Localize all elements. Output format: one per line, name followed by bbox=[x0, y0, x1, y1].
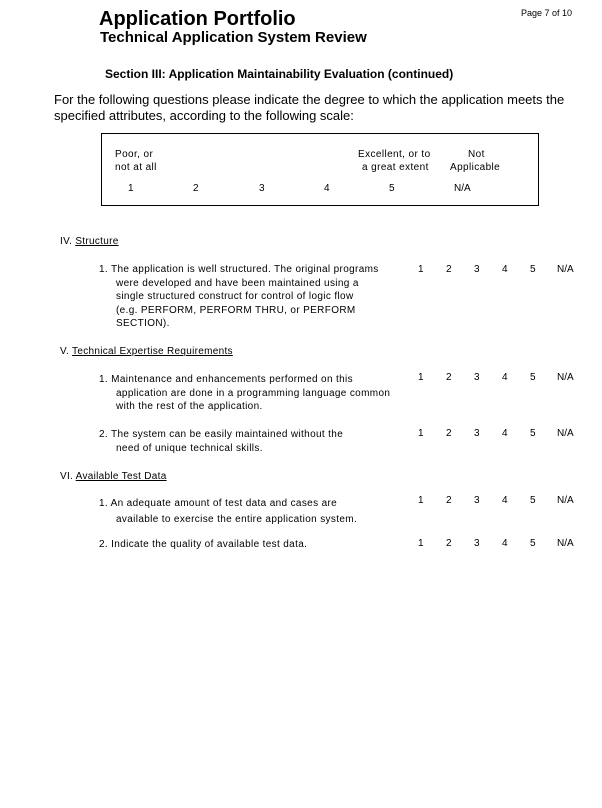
rating-option-5[interactable]: 5 bbox=[530, 372, 536, 383]
scale-value-na: N/A bbox=[454, 183, 471, 194]
rating-option-4[interactable]: 4 bbox=[502, 495, 508, 506]
question-text: 1. Maintenance and enhancements performed on this bbox=[99, 374, 353, 385]
rating-option-3[interactable]: 3 bbox=[474, 372, 480, 383]
section-name: Technical Expertise Requirements bbox=[72, 346, 233, 357]
question-text-cont: with the rest of the application. bbox=[116, 401, 263, 412]
question-text-cont: SECTION). bbox=[116, 318, 170, 329]
scale-value-5: 5 bbox=[389, 183, 395, 194]
rating-option-1[interactable]: 1 bbox=[418, 495, 424, 506]
question-text: 1. An adequate amount of test data and cases are bbox=[99, 498, 338, 509]
section-numeral: IV. bbox=[60, 236, 73, 247]
section-name: Structure bbox=[75, 236, 119, 247]
scale-na-label-1: Not bbox=[468, 149, 485, 160]
section-numeral: V. bbox=[60, 346, 70, 357]
document-subtitle: Technical Application System Review bbox=[100, 29, 367, 46]
question-text-cont: application are done in a programming language common bbox=[116, 387, 391, 399]
rating-option-3[interactable]: 3 bbox=[474, 428, 480, 439]
scale-value-2: 2 bbox=[193, 183, 199, 194]
question-text: 2. The system can be easily maintained without the bbox=[99, 429, 344, 440]
rating-option-na[interactable]: N/A bbox=[557, 495, 574, 506]
question-text-cont: available to exercise the entire application system. bbox=[116, 513, 358, 525]
intro-text: For the following questions please indicate the degree to which the application meets the specified attributes, according to the following scale: bbox=[54, 92, 565, 123]
rating-option-4[interactable]: 4 bbox=[502, 538, 508, 549]
scale-high-label-2: a great extent bbox=[362, 162, 429, 173]
rating-option-4[interactable]: 4 bbox=[502, 264, 508, 275]
page-number: Page 7 of 10 bbox=[521, 8, 573, 18]
section-heading-technical-expertise bbox=[60, 346, 233, 358]
rating-option-2[interactable]: 2 bbox=[446, 538, 452, 549]
scale-na-label-2: Applicable bbox=[450, 162, 501, 173]
rating-option-2[interactable]: 2 bbox=[446, 264, 452, 275]
rating-scale-box bbox=[101, 133, 539, 206]
question-test-data-1 bbox=[99, 497, 357, 526]
scale-value-4: 4 bbox=[324, 183, 330, 194]
rating-option-1[interactable]: 1 bbox=[418, 372, 424, 383]
section-numeral: VI. bbox=[60, 471, 74, 482]
section-heading-test-data bbox=[60, 471, 167, 483]
rating-option-2[interactable]: 2 bbox=[446, 495, 452, 506]
scale-low-label-1: Poor, or bbox=[115, 149, 154, 160]
rating-option-5[interactable]: 5 bbox=[530, 495, 536, 506]
question-text-cont: need of unique technical skills. bbox=[116, 442, 263, 454]
rating-option-na[interactable]: N/A bbox=[557, 264, 574, 275]
question-test-data-2 bbox=[99, 538, 307, 552]
question-expertise-1 bbox=[99, 373, 390, 414]
section-name: Available Test Data bbox=[75, 471, 167, 482]
rating-option-1[interactable]: 1 bbox=[418, 428, 424, 439]
question-text: 2. Indicate the quality of available test data. bbox=[99, 539, 308, 550]
rating-option-4[interactable]: 4 bbox=[502, 428, 508, 439]
rating-option-1[interactable]: 1 bbox=[418, 264, 424, 275]
document-title: Application Portfolio bbox=[99, 8, 296, 30]
scale-low-label-2: not at all bbox=[115, 162, 157, 173]
section-title: Section III: Application Maintainability Evaluation (continued) bbox=[105, 67, 454, 81]
question-text-cont: (e.g. PERFORM, PERFORM THRU, or PERFORM bbox=[116, 304, 356, 316]
rating-option-3[interactable]: 3 bbox=[474, 495, 480, 506]
section-heading-structure bbox=[60, 236, 119, 248]
rating-option-5[interactable]: 5 bbox=[530, 264, 536, 275]
rating-option-5[interactable]: 5 bbox=[530, 538, 536, 549]
scale-high-label-1: Excellent, or to bbox=[358, 149, 431, 160]
rating-option-3[interactable]: 3 bbox=[474, 264, 480, 275]
question-expertise-2 bbox=[99, 428, 343, 455]
question-structure-1 bbox=[99, 263, 379, 331]
rating-option-na[interactable]: N/A bbox=[557, 538, 574, 549]
rating-option-3[interactable]: 3 bbox=[474, 538, 480, 549]
rating-option-4[interactable]: 4 bbox=[502, 372, 508, 383]
rating-option-2[interactable]: 2 bbox=[446, 428, 452, 439]
scale-value-3: 3 bbox=[259, 183, 265, 194]
rating-option-2[interactable]: 2 bbox=[446, 372, 452, 383]
question-text-cont: were developed and have been maintained using a bbox=[116, 277, 359, 289]
question-text-cont: single structured construct for control of logic flow bbox=[116, 291, 354, 302]
rating-option-1[interactable]: 1 bbox=[418, 538, 424, 549]
question-text: 1. The application is well structured. The original programs bbox=[99, 264, 379, 275]
rating-option-na[interactable]: N/A bbox=[557, 428, 574, 439]
rating-option-5[interactable]: 5 bbox=[530, 428, 536, 439]
rating-option-na[interactable]: N/A bbox=[557, 372, 574, 383]
scale-value-1: 1 bbox=[128, 183, 134, 194]
